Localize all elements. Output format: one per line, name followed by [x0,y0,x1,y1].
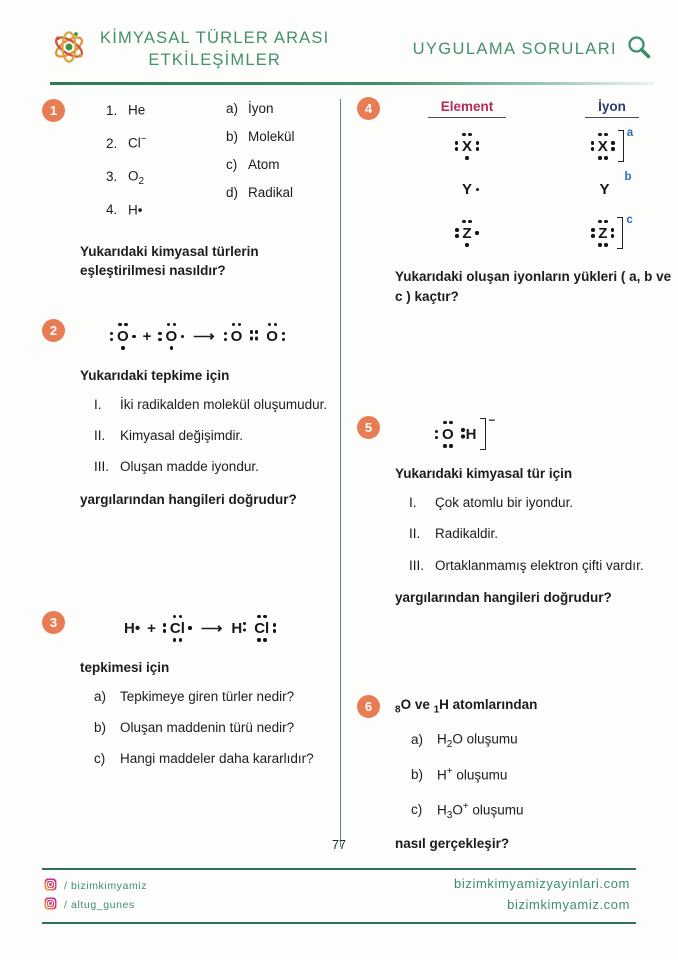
statement-numeral: III. [94,459,110,475]
chapter-title-line2: ETKİLEŞİMLER [148,50,282,69]
magnifier-icon [617,34,652,65]
negative-charge: − [488,415,496,428]
question-2-heading: Yukarıdaki tepkime için [80,367,230,383]
lewis-structure-O2-left [224,321,250,352]
chapter-title-line1: KİMYASAL TÜRLER ARASI [100,29,330,48]
option-text: Molekül [248,129,295,144]
atom-symbol: X [461,137,472,155]
match-item [106,101,198,121]
item-formula: He [128,102,146,118]
formula-subscript: 3 [446,810,453,822]
header-rule [50,82,654,85]
page-footer [42,868,636,924]
instagram-handle-text: / altug_gunes [64,899,135,911]
question-6-badge: 6 [357,695,380,718]
option-text: oluşumu [452,767,508,783]
option-text: Radikal [248,185,294,200]
atom-symbol: Z [462,224,472,242]
item-superscript: − [140,134,147,146]
statement-text: Kimyasal değişimdir. [120,428,244,444]
question-2 [42,321,340,507]
question-2-badge: 2 [42,319,65,342]
option-text: oluşumu [468,802,524,818]
item-number: 3. [106,168,118,184]
item-subscript: 2 [138,176,145,188]
question-5-heading: Yukarıdaki kimyasal tür için [395,466,573,482]
statement-item [94,427,340,445]
option-label: c) [411,802,423,818]
statement-text: İki radikalden molekül oluşumudur. [120,396,328,412]
option-label: a) [411,731,424,747]
item-number: 4. [106,202,118,218]
formula-subscript: 2 [446,739,453,751]
atomic-number-O: 8 [395,704,401,716]
sub-question [94,688,340,706]
sub-question-label: a) [94,688,107,704]
statement-numeral: I. [94,396,102,412]
match-option [226,185,340,200]
plus-operator: + [147,619,156,637]
question-4-text: Yukarıdaki oluşan iyonların yükleri ( a, b ve c ) kaçtır? [395,269,672,304]
plus-operator: + [142,327,152,345]
question-1-body [80,101,340,281]
ion-X [591,127,634,162]
bond-pair [461,427,466,442]
option-label: b) [226,129,239,144]
intro-text: O ve [400,696,434,712]
question-5-badge: 5 [357,416,380,439]
item-formula: Cl [128,135,141,151]
option-text: Atom [248,157,280,172]
atomic-number-H: 1 [433,704,440,716]
atom-symbol: O [165,327,178,345]
instagram-handle-2 [44,897,147,913]
atom-symbol: Y [599,181,610,198]
item-number: 1. [106,102,118,118]
hydrogen-atom: H [465,425,477,443]
statement-numeral: III. [409,557,425,573]
statement-item [409,494,678,512]
lewis-structure-HCl [247,613,276,644]
statement-item [94,396,340,414]
match-item [106,201,198,221]
sub-question-label: c) [94,750,106,766]
atom-symbol: O [266,327,278,345]
question-3 [42,613,340,769]
lewis-structure-O2-right [259,321,285,352]
ion-Z [591,214,633,249]
atom-symbol: Y [461,181,472,198]
website-url-1: bizimkimyamizyayinlari.com [454,876,630,892]
statement-item [94,458,340,476]
formula-part: O [452,802,463,818]
question-2-footer: yargılarından hangileri doğrudur? [80,491,297,507]
question-6-intro [395,697,678,716]
footer-body [42,870,636,922]
formula-superscript: + [462,800,469,812]
charge-a: a [626,127,634,139]
question-5-body [395,415,678,605]
social-links [44,874,147,917]
question-6-body [395,697,678,851]
reaction-arrow: ⟶ [193,328,215,346]
footer-rule-bottom [42,922,636,924]
atom-symbol: Z [598,224,608,242]
match-item [106,134,198,154]
sub-question-label: b) [94,719,107,735]
lewis-structure-OH [435,419,461,450]
option-text: oluşumu [462,731,518,747]
match-option [226,157,340,172]
lewis-structure-O-radical [110,321,136,352]
formula-part: H [437,802,447,818]
charge-b: b [624,170,632,183]
formula-part: H [437,731,447,747]
element-X [455,130,479,162]
question-1 [42,101,340,281]
atom-logo-icon [50,26,88,73]
matching-list [106,101,340,234]
questions-area [0,99,678,852]
option-label: a) [226,101,239,116]
question-1-badge: 1 [42,99,65,122]
item-number: 2. [106,135,118,151]
ion-column-header: İyon [585,99,639,118]
option-label: b) [411,767,424,783]
sub-question [94,750,340,768]
matching-items [106,101,198,234]
instagram-handle-1 [44,878,147,894]
hydrogen-radical: H• [124,619,141,637]
question-1-text: Yukarıdaki kimyasal türlerin eşleştirilmesi nasıldır? [80,243,259,279]
statement-numeral: II. [94,428,106,444]
section-title-label: UYGULAMA SORULARI [412,40,617,58]
element-ion-table [397,99,678,249]
ion-bracket [480,418,486,450]
chapter-title [100,28,329,71]
matching-options [226,101,340,234]
statement-text: Çok atomlu bir iyondur. [435,495,574,511]
sub-question-text: Hangi maddeler daha kararlıdır? [120,750,314,766]
statement-item [409,557,678,575]
ion-bracket [617,217,623,249]
sub-question [94,719,340,737]
lewis-structure-O-radical [158,321,184,352]
sub-question-text: Tepkimeye giren türler nedir? [120,688,295,704]
element-Z [455,217,478,249]
formula-part: O [452,731,463,747]
question-3-heading: tepkimesi için [80,659,170,675]
formation-option [411,730,678,750]
website-url-2: bizimkimyamiz.com [507,897,630,913]
hydroxide-structure [435,415,678,450]
question-4-badge: 4 [357,97,380,120]
atom-symbol: O [230,327,243,345]
formula-part: H [437,767,447,783]
question-6-footer: nasıl gerçekleşir? [395,836,510,852]
statement-text: Ortaklanmamış elektron çifti vardır. [435,557,644,573]
lewis-structure-Cl-radical [163,613,192,644]
option-label: d) [226,185,239,200]
match-option [226,101,340,116]
ion-bracket [618,130,624,162]
ion-Y [592,170,632,205]
right-column [340,99,678,852]
match-item [106,167,198,187]
question-5 [357,415,678,605]
instagram-icon [44,897,57,913]
instagram-icon [44,878,57,894]
hcl-reaction-equation [124,613,340,644]
statement-text: Radikaldir. [435,526,499,542]
atom-symbol: X [597,137,608,155]
statement-item [409,525,678,543]
element-Y [455,174,479,205]
question-3-badge: 3 [42,611,65,634]
section-title [413,34,652,65]
atom-symbol: O [442,425,454,443]
formula-superscript: + [446,765,453,777]
statement-numeral: II. [409,526,421,542]
question-4 [357,99,678,306]
publisher-websites [454,874,630,916]
question-3-body [80,613,340,769]
element-column-header: Element [428,99,507,118]
intro-text: H atomlarından [439,696,538,712]
question-6 [357,697,678,851]
question-5-footer: yargılarından hangileri doğrudur? [395,589,612,605]
statement-text: Oluşan madde iyondur. [120,459,259,475]
question-2-body [80,321,340,507]
oxygen-reaction-equation [110,321,340,352]
option-text: İyon [248,101,274,116]
question-4-body [395,99,678,306]
item-formula: O [128,168,139,184]
hydrogen-atom: H [231,619,243,637]
formation-option [411,801,678,821]
match-option [226,129,340,144]
instagram-handle-text: / bizimkimyamiz [64,879,148,892]
sub-question-text: Oluşan maddenin türü nedir? [120,719,295,735]
page-header [0,0,678,73]
formation-option [411,766,678,786]
item-formula: H• [128,202,143,218]
page-number: 77 [332,838,346,852]
option-label: c) [226,157,238,172]
statement-numeral: I. [409,495,417,511]
reaction-arrow: ⟶ [200,620,223,638]
atom-symbol: Cl [254,619,270,637]
atom-symbol: Cl [169,619,185,637]
atom-symbol: O [117,327,129,345]
left-column [0,99,340,847]
charge-c: c [626,214,633,226]
